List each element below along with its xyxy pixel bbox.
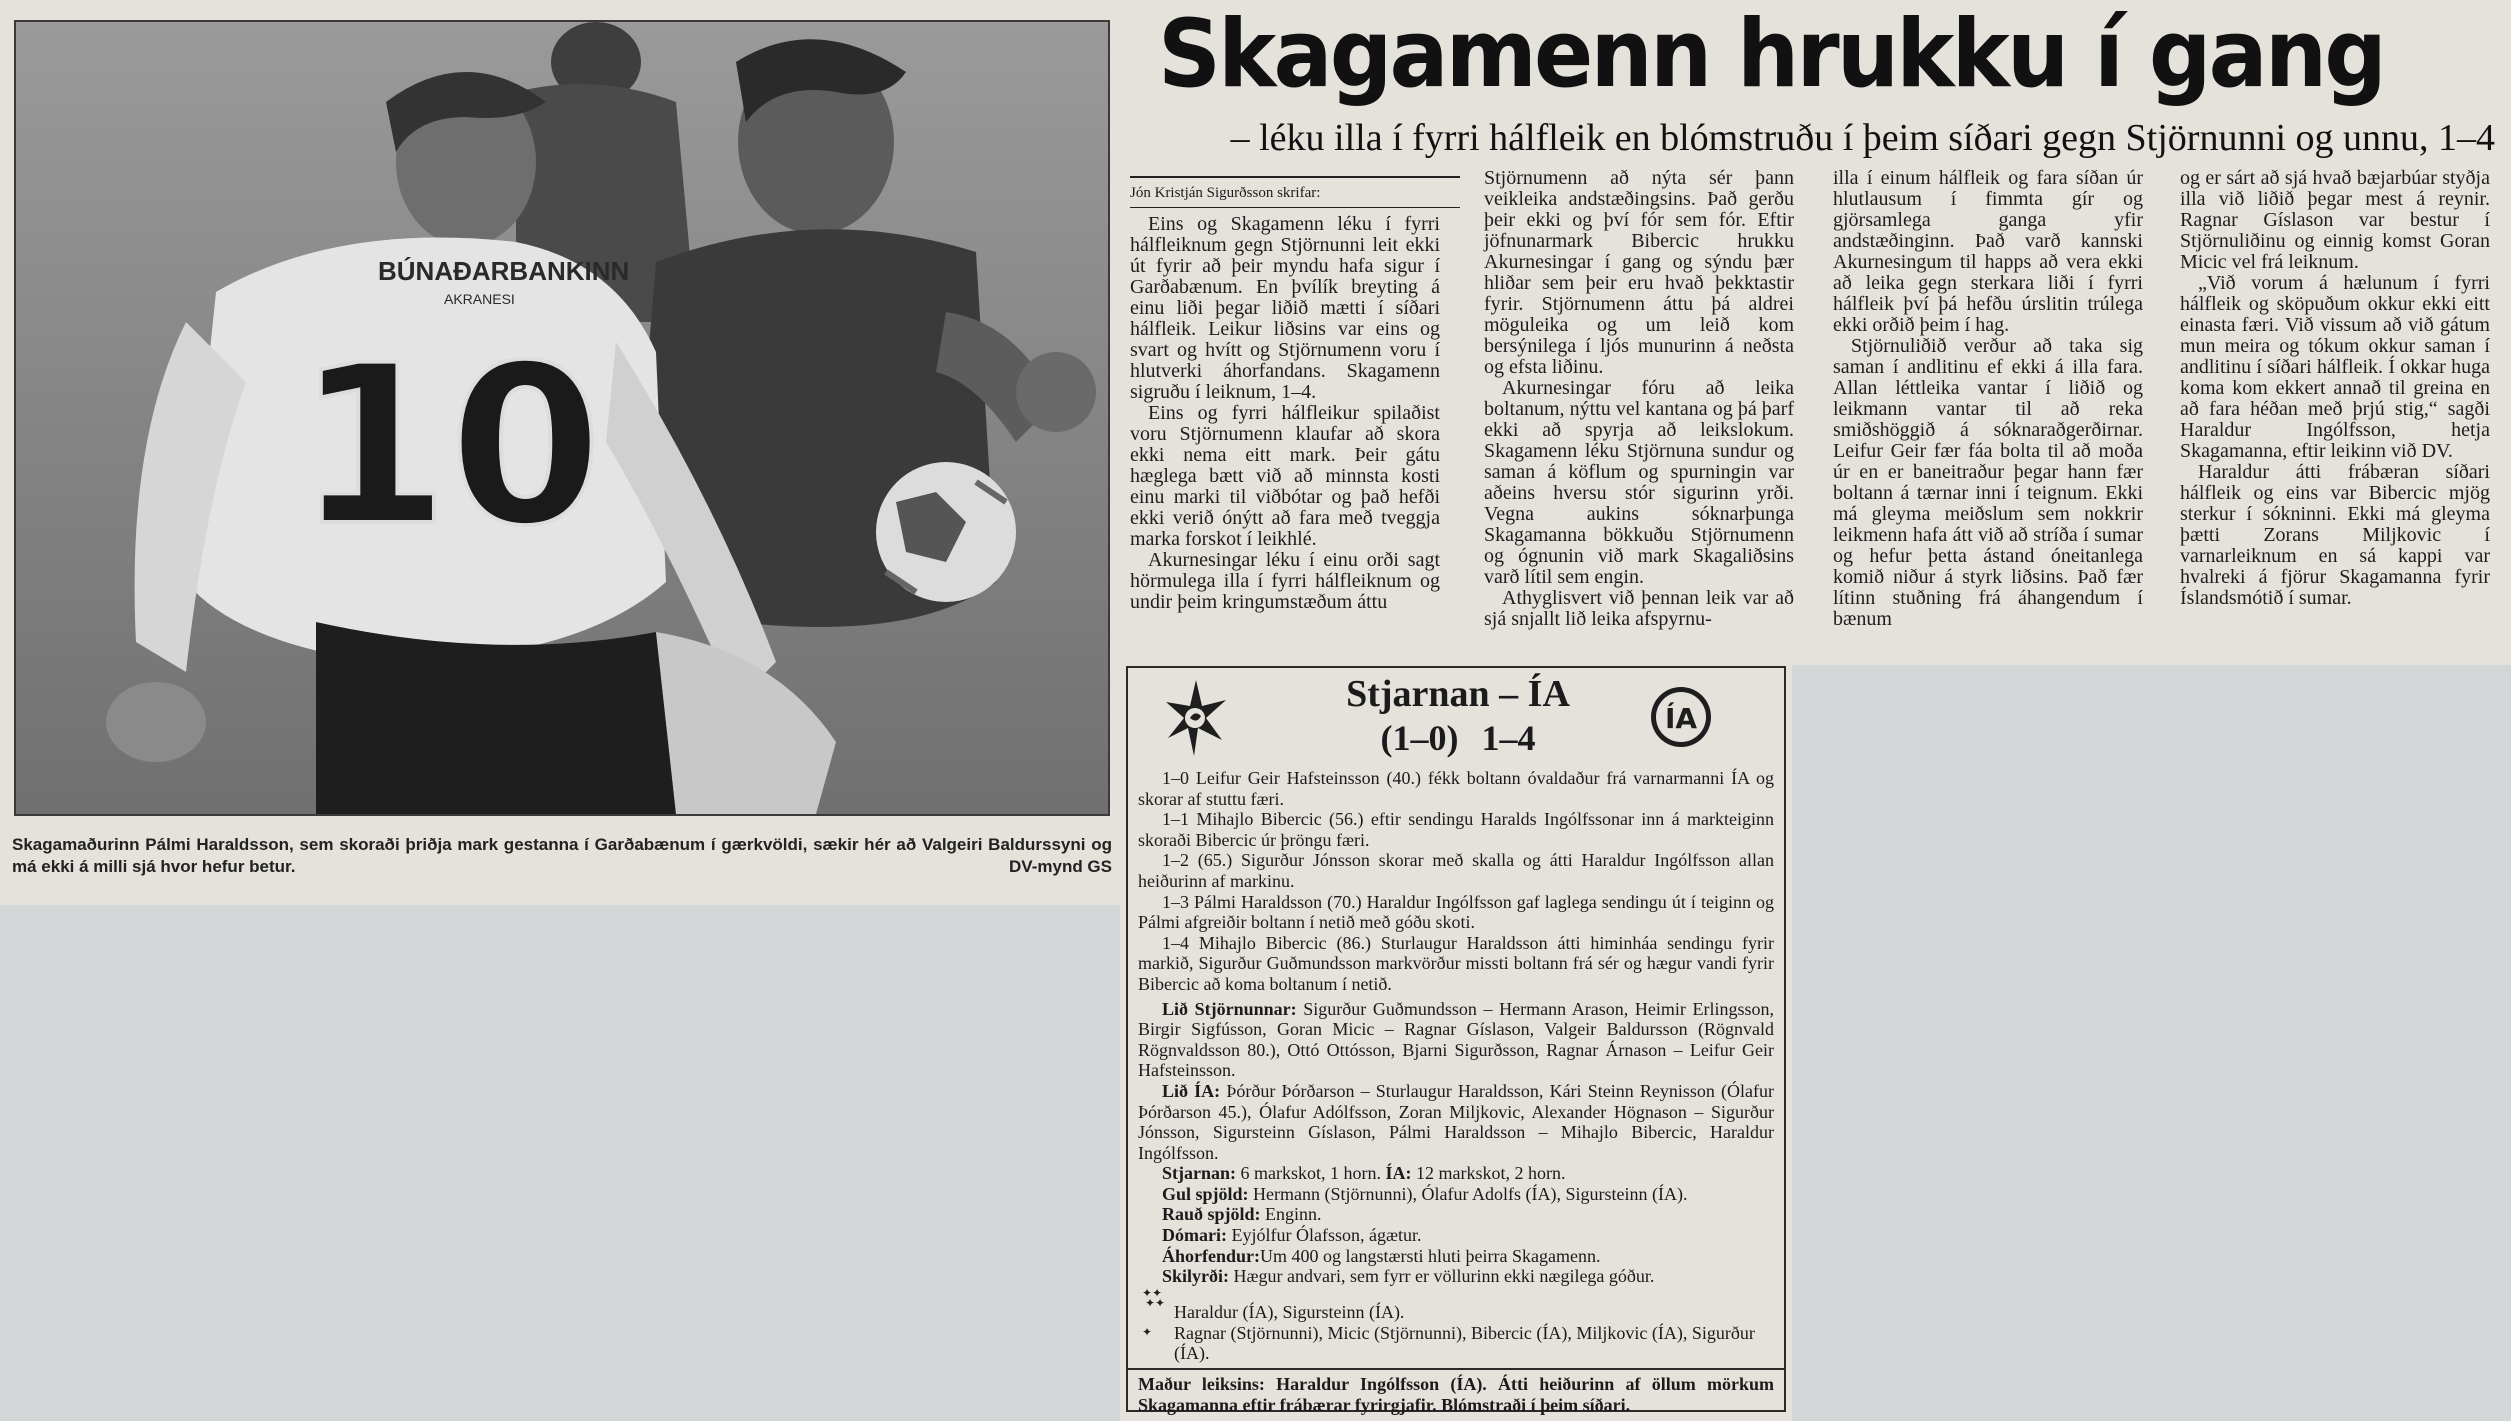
caption-text: Skagamaðurinn Pálmi Haraldsson, sem skoraði þriðja mark gestanna í Garðabænum í gærkvöldi, sækir hér að Valgeiri Baldurssyni og má ekki á milli sjá hvor hefur betur. — [12, 835, 1112, 876]
jersey-number: 10 — [296, 318, 603, 574]
paragraph: og er sárt að sjá hvað bæjarbúar styðja illa við liðið þegar mest á reynir. Ragnar Gíslason var bestur í Stjörnuliðinu og einnig komst Goran Micic vel frá leiknum. — [2180, 167, 2490, 273]
paragraph: Stjörnumenn að nýta sér þann veikleika andstæðingsins. Það gerðu þeir ekki og því fór sem fór. Eftir jöfnunarmark Bibercic hrukku Akurnesingar í gang og sýndu þær hliðar sem þeir eru hvað þekktastir fyrir. Stjörnumenn áttu þá aldrei möguleika og um leið kom bersýnilega í ljós munurinn á neðsta og efsta liðinu. — [1484, 167, 1794, 378]
paragraph: Athyglisvert við þennan leik var að sjá snjallt lið leika afspyrnu- — [1484, 587, 1794, 630]
article-column-4 — [2180, 168, 2490, 609]
lineup-ia — [1138, 1081, 1774, 1163]
goal-line: 1–2 (65.) Sigurður Jónsson skorar með skalla og átti Haraldur Ingólfsson allan heiðurinn af markinu. — [1138, 850, 1774, 891]
shots-stjarnan-label: Stjarnan: — [1162, 1163, 1237, 1184]
two-star-icon: ✦✦ ✦✦ — [1142, 1286, 1166, 1310]
ia-club-logo-icon — [1648, 684, 1714, 750]
two-star-players: Haraldur (ÍA), Sigursteinn (ÍA). — [1174, 1302, 1405, 1322]
conditions — [1138, 1266, 1774, 1287]
man-of-the-match: Maður leiksins: Haraldur Ingólfsson (ÍA). Átti heiðurinn af öllum mörkum Skagamanna eftir frábærar fyrirgjafir. Blómstraði í þeim síðari. — [1128, 1368, 1784, 1416]
one-star-icon: ✦ — [1142, 1324, 1153, 1339]
match-title: Stjarnan – ÍA — [1346, 673, 1570, 715]
paragraph: „Við vorum á hælunum í fyrri hálfleik og sköpuðum okkur ekki eitt einasta færi. Við vissum að við gátum mun meira og tókum okkur saman í andlitinu í síðari hálfleik. Í okkar huga koma kom ekkert annað til greina en að fara héðan með þrjú stig,“ sagði Haraldur Ingólfsson, hetja Skagamanna, eftir leikinn við DV. — [2180, 272, 2490, 462]
red-cards — [1138, 1204, 1774, 1225]
goal-line: 1–1 Mihajlo Bibercic (56.) eftir sendingu Haralds Ingólfssonar inn á markteiginn skoraði Bibercic úr þröngu færi. — [1138, 809, 1774, 850]
player-ratings — [1138, 1288, 1774, 1364]
jersey-sponsor: BÚNAÐARBANKINN — [378, 256, 630, 286]
jersey-sponsor-sub: AKRANESI — [444, 291, 515, 307]
goal-line: 1–4 Mihajlo Bibercic (86.) Sturlaugur Haraldsson átti himinháa sendingu fyrir markið, Sigurður Guðmundsson markvörður missti boltann frá sér og hægur vandi fyrir Bibercic að koma boltanum í netið. — [1138, 932, 1774, 994]
match-info — [1138, 999, 1774, 1287]
shots-ia: 12 markskot, 2 horn. — [1416, 1163, 1566, 1184]
ia-logo-text: ÍA — [1664, 702, 1698, 735]
photo-caption — [12, 834, 1112, 878]
paragraph: illa í einum hálfleik og fara síðan úr hlutlausum í fimmta gír og gjörsamlega ganga yfir andstæðinginn. Það varð kannski Akurnesingum til happs að vera ekki að leika gegn sterkara liði í fyrri hálfleik því þá hefðu úrslitin trúlega ekki orðið þeim í hag. — [1833, 167, 2143, 336]
goal-line: 1–3 Pálmi Haraldsson (70.) Haraldur Ingólfsson gaf laglega sendingu út í teiginn og Pálmi afgreiðir boltann í netið með góðu skoti. — [1138, 891, 1774, 933]
paragraph: Haraldur átti frábæran síðari hálfleik og eins var Bibercic mjög sterkur í sókninni. Ekki má gleyma þætti Zorans Miljkovic í varnarleiknum en sá kappi var hvalreki á fjörur Skagamanna fyrir Íslandsmótið í sumar. — [2180, 461, 2490, 609]
goal-line: 1–0 Leifur Geir Hafsteinsson (40.) fékk boltann óvaldaður frá varnarmanni ÍA og skorar af stuttu færi. — [1138, 768, 1774, 809]
referee — [1138, 1225, 1774, 1246]
attendance-label: Áhorfendur: — [1162, 1245, 1260, 1266]
yellow-cards-value: Hermann (Stjörnunni), Ólafur Adolfs (ÍA), Sigursteinn (ÍA). — [1253, 1183, 1688, 1204]
conditions-value: Hægur andvari, sem fyrr er völlurinn ekki nægilega góður. — [1233, 1266, 1655, 1287]
one-star-players: Ragnar (Stjörnunni), Micic (Stjörnunni), Bibercic (ÍA), Miljkovic (ÍA), Sigurður (ÍA). — [1174, 1322, 1755, 1364]
article-column-2 — [1484, 168, 1794, 630]
one-star-row — [1138, 1323, 1774, 1364]
paragraph: Eins og fyrri hálfleikur spilaðist voru Stjörnumenn klaufar að skora ekki nema eitt mark. Þeir gátu hæglega bætt við að minnsta kosti einu marki til viðbótar og það hefði ekki verið ónýtt að fara með tveggja marka forskot í leikhlé. — [1130, 402, 1440, 550]
red-cards-value: Enginn. — [1265, 1204, 1322, 1225]
referee-value: Eyjólfur Ólafsson, ágætur. — [1231, 1225, 1422, 1246]
article-column-3 — [1833, 168, 2143, 630]
conditions-label: Skilyrði: — [1162, 1266, 1230, 1287]
shots-line — [1138, 1163, 1774, 1184]
paragraph: Stjörnuliðið verður að taka sig saman í andlitinu ef ekki á illa fara. Allan léttleika vantar í liðið og leikmann vantar til að reka smiðshöggið á sóknaraðgerðirnar. Leifur Geir fær fáa bolta til að moða úr en er baneitraður þegar hann fær boltann á tærnar inni í teignum. Ekki má gleyma meiðslum sem nokkrir leikmenn hafa átt við að stríða í sumar og hefur þetta ástand óneitanlega komið niður á styrk liðsins. Það fær lítinn stuðning frá áhangendum í bænum — [1833, 335, 2143, 630]
paragraph: Akurnesingar fóru að leika boltanum, nýttu vel kantana og þá þarf ekki að spyrja að leikslokum. Skagamenn léku Stjörnuna sundur og saman á köflum og spurningin var aðeins hversu stór sigurinn yrði. Vegna aukins sóknarþunga Skagamanna bökkuðu Stjörnumenn og ógnunin við mark Skagaliðsins varð lítil sem engin. — [1484, 377, 1794, 588]
red-cards-label: Rauð spjöld: — [1162, 1204, 1261, 1225]
fulltime-score: 1–4 — [1481, 718, 1536, 758]
attendance-value: Um 400 og langstærsti hluti þeirra Skagamenn. — [1260, 1245, 1601, 1266]
attendance — [1138, 1246, 1774, 1267]
match-stats-box — [1126, 666, 1786, 1415]
paragraph: Akurnesingar léku í einu orði sagt hörmulega illa í fyrri hálfleiknum og undir þeim kringumstæðum áttu — [1130, 549, 1440, 613]
two-star-row — [1138, 1288, 1774, 1323]
shots-ia-label: ÍA: — [1385, 1163, 1412, 1184]
headline: Skagamenn hrukku í gang — [1158, 0, 2385, 109]
match-photo — [14, 20, 1110, 816]
referee-label: Dómari: — [1162, 1225, 1227, 1246]
paragraph: Eins og Skagamenn léku í fyrri hálfleiknum gegn Stjörnunni leit ekki út fyrir að þeir myndu hafa sigur í Garðabænum. En þvílík breyting á einu liði þegar liðið mætti í síðari hálfleik. Leikur liðsins var eins og svart og hvítt og Stjörnumenn voru í hlutverki áhorfandans. Skagamenn sigruðu í leiknum, 1–4. — [1130, 213, 1440, 403]
halftime-score: (1–0) — [1380, 718, 1459, 758]
lineup-stjarnan — [1138, 999, 1774, 1081]
yellow-cards — [1138, 1184, 1774, 1205]
lineup-ia-players: Þórður Þórðarson – Sturlaugur Haraldsson, Kári Steinn Reynisson (Ólafur Þórðarson 45.), Ólafur Adólfsson, Zoran Miljkovic, Alexander Högnason – Sigurður Jónsson, Sigursteinn Gíslason, Pálmi Haraldsson – Mihajlo Bibercic, Haraldur Ingólfsson. — [1138, 1080, 1774, 1163]
subheadline: – léku illa í fyrri hálfleik en blómstruðu í þeim síðari gegn Stjörnunni og unnu, 1–4 — [1230, 117, 2495, 159]
lineup-stjarnan-players: Sigurður Guðmundsson – Hermann Arason, Heimir Erlingsson, Birgir Sigfússon, Goran Micic – Ragnar Gíslason, Valgeir Baldursson (Rögnvald Rögnvaldsson 80.), Ottó Ottósson, Bjarni Sigurðsson, Ragnar Árnason – Leifur Geir Hafsteinsson. — [1138, 998, 1774, 1081]
shots-stjarnan: 6 markskot, 1 horn. — [1240, 1163, 1381, 1184]
article-column-1 — [1130, 214, 1440, 613]
photo-credit: DV-mynd GS — [1009, 857, 1112, 876]
lineup-stjarnan-label: Lið Stjörnunnar: — [1162, 998, 1297, 1019]
goal-summary — [1138, 768, 1774, 1287]
byline: Jón Kristján Sigurðsson skrifar: — [1130, 176, 1460, 208]
lineup-ia-label: Lið ÍA: — [1162, 1080, 1221, 1101]
yellow-cards-label: Gul spjöld: — [1162, 1183, 1249, 1204]
